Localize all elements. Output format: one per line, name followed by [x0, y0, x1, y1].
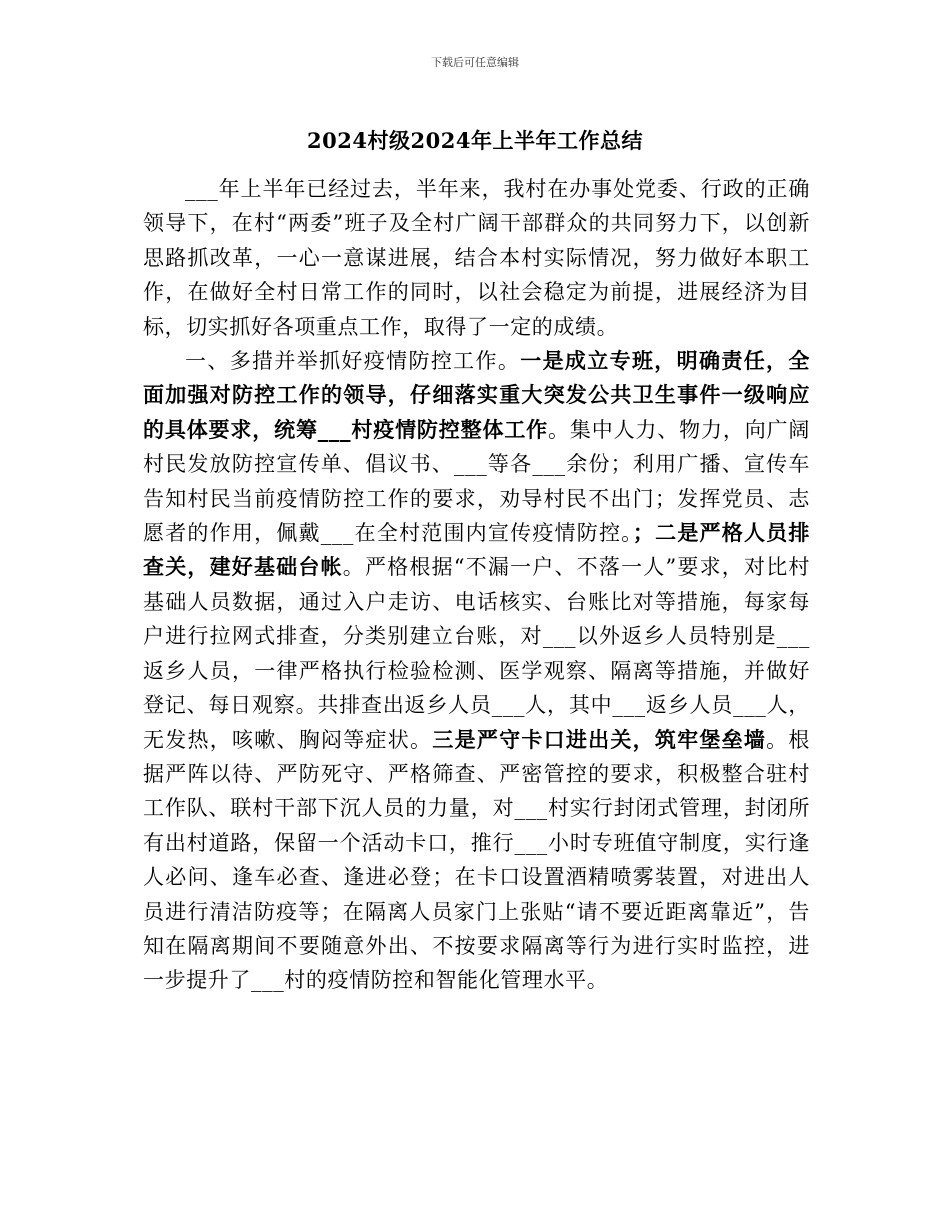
header-note: 下载后可任意编辑	[431, 56, 519, 69]
document-title: 2024村级2024年上半年工作总结	[307, 128, 643, 153]
point2-bold-text: ；二是严格人员排查关，建好基础台帐	[143, 520, 810, 580]
point2-text: 。严格根据“不漏一户、不落一人”要求，对比村基础人员数据，通过入户走访、电话核实、台账比对等措施，每家每户进行拉网式排查，分类别建立台账，对___以外返乡人员特别是___返乡人员，一律严格执行检验检测、医学观察、隔离等措施，并做好登记、每日观察。共排查出返乡人员___人，其中___返乡人员___人，无发热，咳嗽、胸闷等症状。	[143, 555, 810, 752]
section1-paragraph	[143, 344, 810, 998]
point3-text: 。根据严阵以待、严防死守、严格筛查、严密管控的要求，积极整合驻村工作队、联村干部下沉人员的力量，对___村实行封闭式管理，封闭所有出村道路，保留一个活动卡口，推行___小时专班值守制度，实行逢人必问、逢车必查、逢进必登；在卡口设置酒精喷雾装置，对进出人员进行清洁防疫等；在隔离人员家门上张贴“请不要近距离靠近”，告知在隔离期间不要随意外出、不按要求隔离等行为进行实时监控，进一步提升了___村的疫情防控和智能化管理水平。	[143, 727, 810, 993]
section1-heading: 一、多措并举抓好疫情防控工作。	[185, 349, 521, 374]
intro-paragraph: ___年上半年已经过去，半年来，我村在办事处党委、行政的正确领导下，在村“两委”班子及全村广阔干部群众的共同努力下，以创新思路抓改革，一心一意谋进展，结合本村实际情况，努力做好本职工作，在做好全村日常工作的同时，以社会稳定为前提，进展经济为目标，切实抓好各项重点工作，取得了一定的成绩。	[143, 177, 810, 339]
point1-text: 。集中人力、物力，向广阔村民发放防控宣传单、倡议书、___等各___余份；利用广播、宣传车告知村民当前疫情防控工作的要求，劝导村民不出门；发挥党员、志愿者的作用，佩戴___在全村范围内宣传疫情防控。	[143, 417, 810, 546]
point3-bold-text: 三是严守卡口进出关，筑牢堡垒墙	[432, 726, 767, 752]
point1-bold-text: 一是成立专班，明确责任，全面加强对防控工作的领导，仔细落实重大突发公共卫生事件一级响应的具体要求，统筹___村疫情防控整体工作	[143, 348, 810, 442]
document-body	[143, 172, 810, 998]
